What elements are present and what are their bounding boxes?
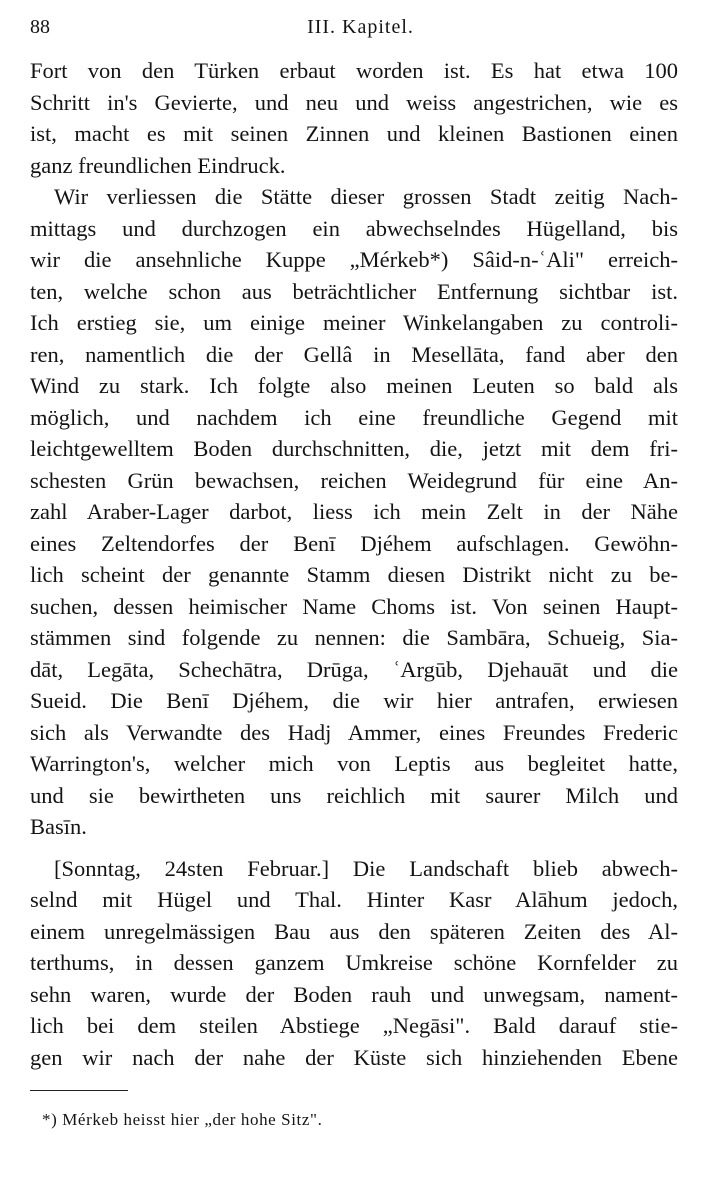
text-line: Basīn. bbox=[30, 814, 87, 839]
page-header bbox=[0, 14, 721, 44]
text-line: lich bei dem steilen Abstiege „Negāsi". Bald darauf stie- bbox=[30, 1013, 678, 1038]
page-number: 88 bbox=[30, 16, 50, 38]
text-line: mittags und durchzogen ein abwechselndes Hügelland, bis bbox=[30, 215, 678, 241]
text-line: Schritt in's Gevierte, und neu und weiss angestrichen, wie es bbox=[30, 89, 678, 115]
text-line: schesten Grün bewachsen, reichen Weidegrund für eine An- bbox=[30, 467, 678, 493]
footnote: *) Mérkeb heisst hier „der hohe Sitz". bbox=[42, 1110, 323, 1129]
text-line: ist, macht es mit seinen Zinnen und kleinen Bastionen einen bbox=[30, 121, 678, 146]
text-line: leichtgewelltem Boden durchschnitten, die, jetzt mit dem fri- bbox=[30, 436, 678, 461]
text-line: Warrington's, welcher mich von Leptis aus begleitet hatte, bbox=[30, 751, 678, 776]
text-line: stämmen sind folgende zu nennen: die Sambāra, Schueig, Sia- bbox=[30, 625, 678, 650]
text-line: lich scheint der genannte Stamm diesen Distrikt nicht zu be- bbox=[30, 562, 678, 587]
text-line: Wind zu stark. Ich folgte also meinen Leuten so bald als bbox=[30, 373, 678, 398]
text-line: Ich erstieg sie, um einige meiner Winkelangaben zu controli- bbox=[30, 310, 678, 335]
text-line: Wir verliessen die Stätte dieser grossen Stadt zeitig Nach- bbox=[54, 184, 678, 209]
text-line: ren, namentlich die der Gellâ in Mesellāta, fand aber den bbox=[30, 341, 678, 367]
text-line: gen wir nach der nahe der Küste sich hinziehenden Ebene bbox=[30, 1044, 678, 1070]
text-line: [Sonntag, 24sten Februar.] Die Landschaft blieb abwech- bbox=[54, 855, 678, 881]
running-head: III. Kapitel. bbox=[307, 16, 414, 38]
text-line: ten, welche schon aus beträchtlicher Entfernung sichtbar ist. bbox=[30, 278, 678, 304]
text-line: wir die ansehnliche Kuppe „Mérkeb*) Sâid-n-ʿAli" erreich- bbox=[30, 247, 678, 272]
footnote-divider bbox=[30, 1090, 128, 1091]
text-line: terthums, in dessen ganzem Umkreise schöne Kornfelder zu bbox=[30, 950, 678, 975]
paragraph-gap bbox=[30, 843, 678, 853]
text-line: einem unregelmässigen Bau aus den späteren Zeiten des Al- bbox=[30, 918, 678, 944]
text-line: sich als Verwandte des Hadj Ammer, eines Freundes Frederic bbox=[30, 719, 678, 745]
text-line: selnd mit Hügel und Thal. Hinter Kasr Alāhum jedoch, bbox=[30, 887, 678, 912]
body-text bbox=[30, 55, 678, 1073]
text-line: dāt, Legāta, Schechātra, Drūga, ʿArgūb, Djehauāt und die bbox=[30, 656, 678, 682]
text-line: Fort von den Türken erbaut worden ist. Es hat etwa 100 bbox=[30, 58, 678, 83]
text-line: ganz freundlichen Eindruck. bbox=[30, 152, 286, 178]
text-line: Sueid. Die Benī Djéhem, die wir hier antrafen, erwiesen bbox=[30, 688, 678, 713]
text-line: eines Zeltendorfes der Benī Djéhem aufschlagen. Gewöhn- bbox=[30, 530, 678, 556]
text-line: und sie bewirtheten uns reichlich mit saurer Milch und bbox=[30, 782, 678, 808]
text-line: suchen, dessen heimischer Name Choms ist. Von seinen Haupt- bbox=[30, 593, 678, 619]
text-line: sehn waren, wurde der Boden rauh und unwegsam, nament- bbox=[30, 981, 678, 1007]
text-line: möglich, und nachdem ich eine freundliche Gegend mit bbox=[30, 404, 678, 430]
text-line: zahl Araber-Lager darbot, liess ich mein Zelt in der Nähe bbox=[30, 499, 678, 524]
